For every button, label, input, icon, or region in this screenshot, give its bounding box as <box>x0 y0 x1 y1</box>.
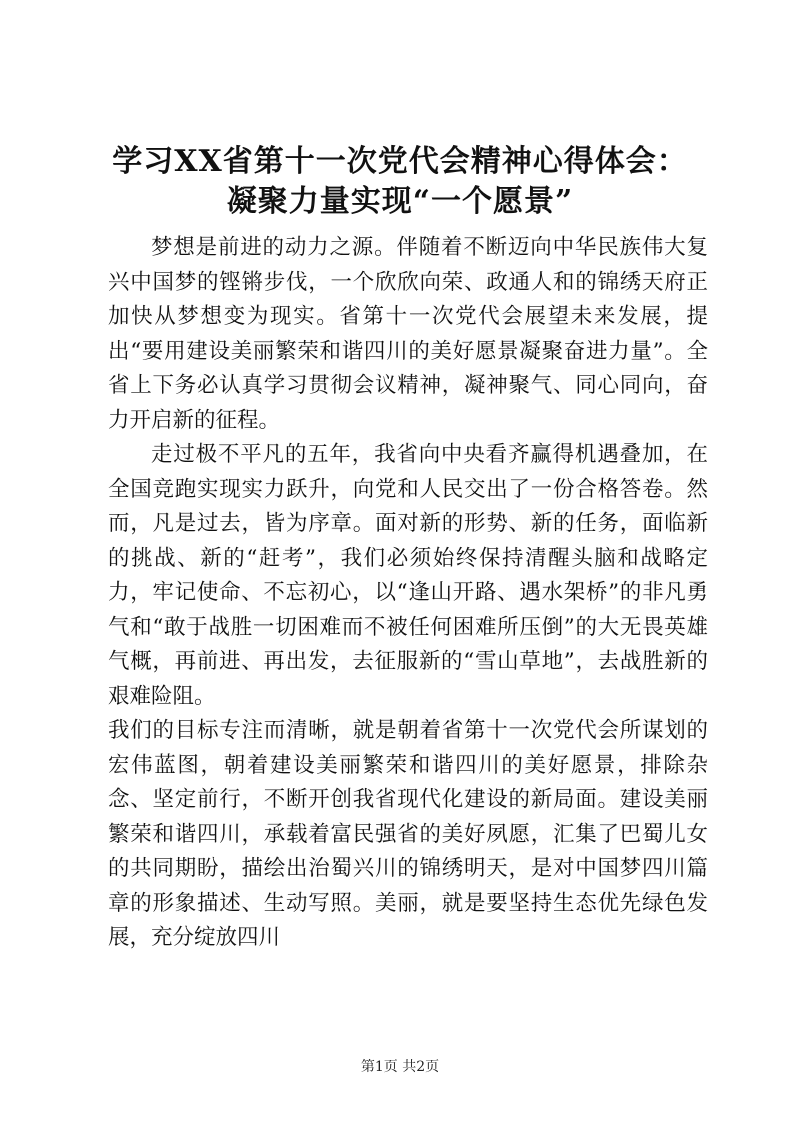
paragraph-2: 走过极不平凡的五年，我省向中央看齐赢得机遇叠加，在全国竞跑实现实力跃升，向党和人民交出了一份合格答卷。然而，凡是过去，皆为序章。面对新的形势、新的任务，面临新的挑战、新的“赶考”，我们必须始终保持清醒头脑和战略定力，牢记使命、不忘初心，以“逢山开路、遇水架桥”的非凡勇气和“敢于战胜一切困难而不被任何困难所压倒”的大无畏英雄气概，再前进、再出发，去征服新的“雪山草地”，去战胜新的艰难险阻。 <box>108 442 708 709</box>
page-footer: 第1页 共2页 <box>360 1059 440 1075</box>
paragraph-3: 我们的目标专注而清晰，就是朝着省第十一次党代会所谋划的宏伟蓝图，朝着建设美丽繁荣和谐四川的美好愿景，排除杂念、坚定前行，不断开创我省现代化建设的新局面。建设美丽繁荣和谐四川，承载着富民强省的美好夙愿，汇集了巴蜀儿女的共同期盼，描绘出治蜀兴川的锦绣明天，是对中国梦四川篇章的形象描述、生动写照。美丽，就是要坚持生态优先绿色发展，充分绽放四川 <box>108 718 708 950</box>
document-title: 学习XX省第十一次党代会精神心得体会：凝聚力量实现“一个愿景” <box>112 144 688 219</box>
document-body <box>108 231 708 956</box>
paragraph-1: 梦想是前进的动力之源。伴随着不断迈向中华民族伟大复兴中国梦的铿锵步伐，一个欣欣向荣、政通人和的锦绣天府正加快从梦想变为现实。省第十一次党代会展望未来发展，提出“要用建设美丽繁荣和谐四川的美好愿景凝聚奋进力量”。全省上下务必认真学习贯彻会议精神，凝神聚气、同心同向，奋力开启新的征程。 <box>108 235 708 433</box>
